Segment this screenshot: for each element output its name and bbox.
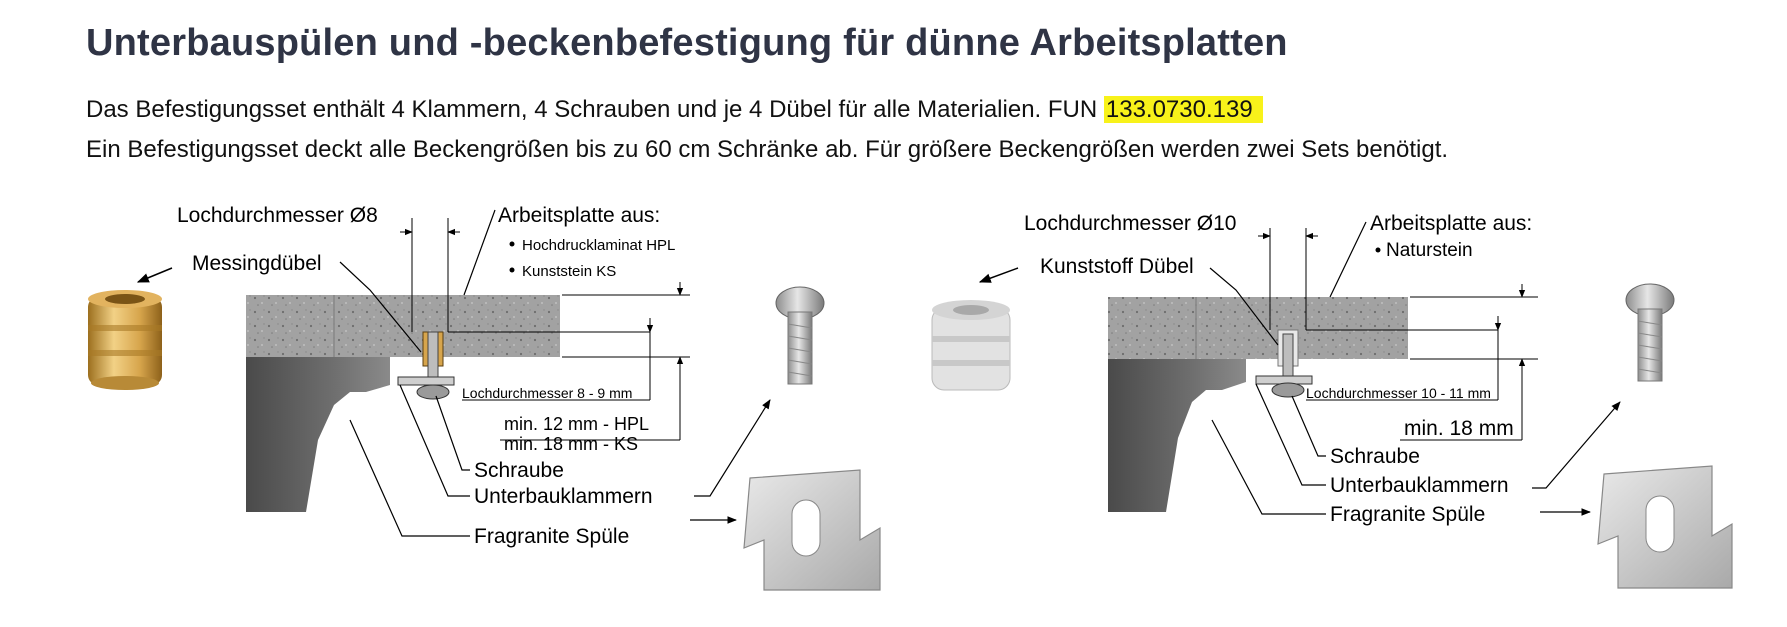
- left-material-1: Hochdrucklaminat HPL: [522, 237, 676, 254]
- left-min-ks: min. 18 mm - KS: [504, 434, 639, 454]
- coverage-note: Ein Befestigungsset deckt alle Beckengrößen bis zu 60 cm Schränke ab. Für größere Beckengrößen werden zwei Sets benötigt.: [86, 136, 1449, 163]
- right-material-1: Naturstein: [1386, 240, 1473, 261]
- article-number: 133.0730.139: [1104, 96, 1263, 123]
- screw-icon: [776, 287, 824, 384]
- screw-icon-right: [1626, 284, 1674, 381]
- left-screw-label: Schraube: [474, 459, 564, 482]
- left-sink-label: Fragranite Spüle: [474, 525, 630, 548]
- right-worktop-title: Arbeitsplatte aus:: [1370, 212, 1533, 235]
- left-sink: [246, 357, 390, 512]
- right-sink: [1108, 359, 1246, 512]
- left-hole-diameter-label: Lochdurchmesser Ø8: [177, 204, 378, 227]
- right-clamp-label: Unterbauklammern: [1330, 474, 1509, 497]
- plastic-dowel-icon: [932, 300, 1010, 390]
- left-clamp-label: Unterbauklammern: [474, 485, 653, 508]
- right-sink-label: Fragranite Spüle: [1330, 503, 1486, 526]
- set-description-text: Das Befestigungsset enthält 4 Klammern, 4 Schrauben und je 4 Dübel für alle Materialien. FUN: [86, 96, 1104, 123]
- right-hole-range-label: Lochdurchmesser 10 - 11 mm: [1306, 385, 1491, 401]
- left-material-2: Kunststein KS: [522, 263, 617, 280]
- clamp-icon-right: [1598, 466, 1732, 588]
- right-dowel-label: Kunststoff Dübel: [1040, 255, 1194, 278]
- brass-dowel-icon: [88, 290, 162, 390]
- right-min-thickness: min. 18 mm: [1404, 417, 1514, 440]
- left-worktop-title: Arbeitsplatte aus:: [498, 204, 661, 227]
- left-hole-range-label: Lochdurchmesser 8 - 9 mm: [462, 385, 633, 401]
- right-hole-diameter-label: Lochdurchmesser Ø10: [1024, 212, 1237, 235]
- left-dowel-label: Messingdübel: [192, 252, 322, 275]
- right-diagram: [932, 212, 1732, 588]
- right-worktop: [1108, 297, 1408, 359]
- page-title: Unterbauspülen und -beckenbefestigung für dünne Arbeitsplatten: [86, 22, 1288, 64]
- left-diagram: [88, 204, 880, 590]
- clamp-icon: [744, 470, 880, 590]
- left-min-hpl: min. 12 mm - HPL: [504, 414, 650, 434]
- right-screw-label: Schraube: [1330, 445, 1420, 468]
- left-worktop: [246, 295, 560, 357]
